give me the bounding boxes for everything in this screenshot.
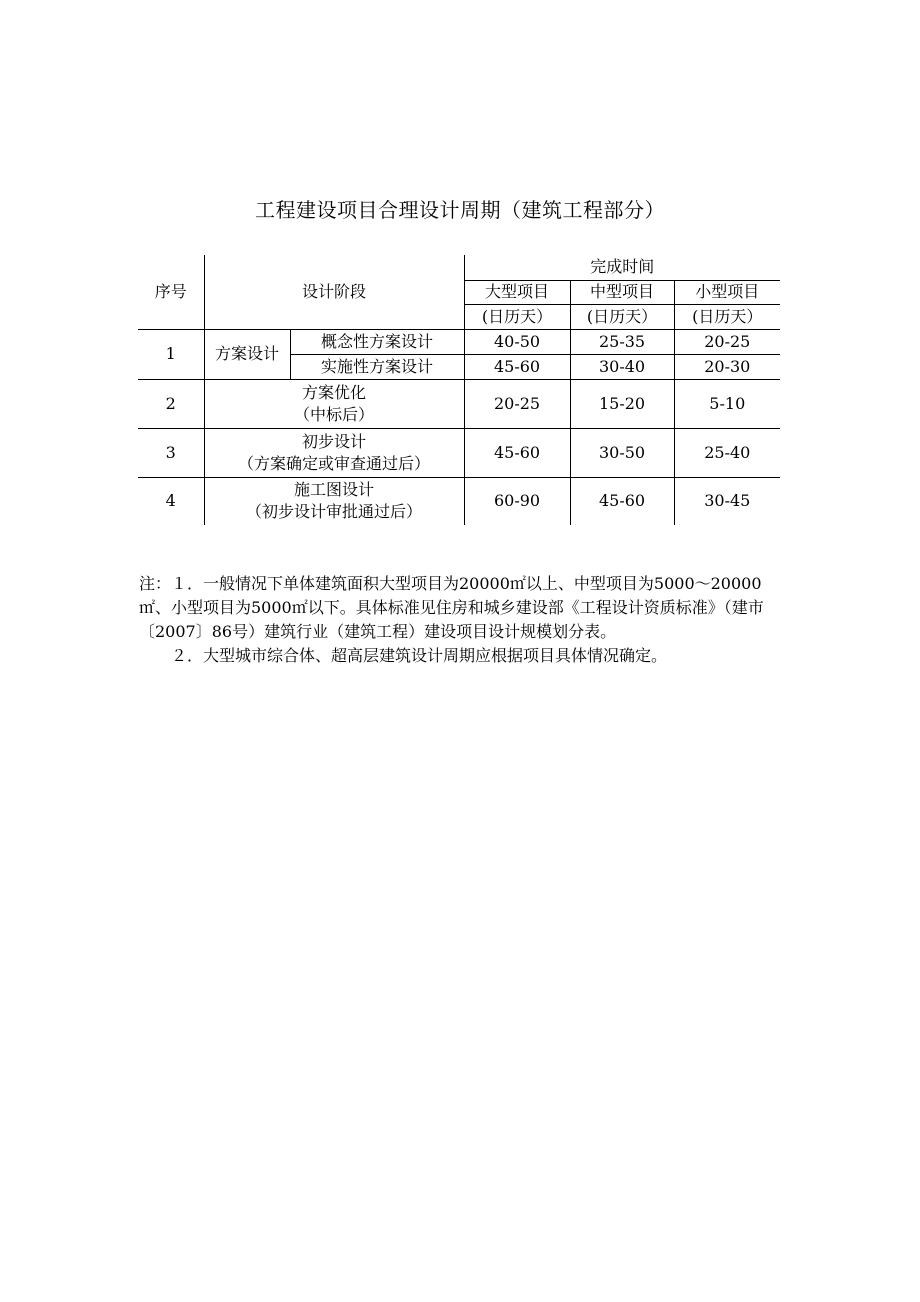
row-phase: [204, 379, 464, 428]
header-large: 大型项目: [464, 280, 570, 304]
row-phase-line2: （方案确定或审查通过后）: [238, 453, 431, 473]
table-row: [138, 477, 780, 525]
note-1: 注：１．一般情况下单体建筑面积大型项目为20000㎡以上、中型项目为5000～20000㎡、小型项目为5000㎡以下。具体标准见住房和城乡建设部《工程设计资质标准》（建市〔2007〕86号）建筑行业（建筑工程）建设项目设计规模划分表。: [139, 574, 764, 641]
table-row: [138, 379, 780, 428]
row-seq: 3: [138, 428, 204, 477]
header-completion-time: 完成时间: [464, 255, 780, 280]
cell-large: 20-25: [464, 379, 570, 428]
cell-medium: 45-60: [570, 477, 674, 525]
row-seq: 2: [138, 379, 204, 428]
row-phase-line1: 方案优化: [302, 382, 367, 402]
row-phase-line1: 施工图设计: [294, 480, 375, 500]
header-medium-unit: (日历天）: [570, 304, 674, 329]
row-phase: 方案设计: [204, 329, 290, 379]
cell-small: 20-25: [674, 329, 780, 354]
header-small-unit: (日历天）: [674, 304, 780, 329]
cell-large: 40-50: [464, 329, 570, 354]
document-title: 工程建设项目合理设计周期（建筑工程部分）: [255, 198, 665, 222]
cell-medium: 15-20: [570, 379, 674, 428]
row-subphase: 概念性方案设计: [290, 329, 464, 354]
row-phase: [204, 477, 464, 525]
row-subphase: 实施性方案设计: [290, 354, 464, 379]
row-seq: 1: [138, 329, 204, 379]
table-row: [138, 329, 780, 354]
cell-small: 20-30: [674, 354, 780, 379]
header-small: 小型项目: [674, 280, 780, 304]
row-phase-line2: （初步设计审批通过后）: [246, 502, 423, 522]
cell-large: 45-60: [464, 354, 570, 379]
row-phase-line2: （中标后）: [294, 404, 375, 424]
row-phase-line1: 初步设计: [302, 431, 367, 451]
header-large-unit: (日历天）: [464, 304, 570, 329]
header-phase: 设计阶段: [204, 255, 464, 329]
cell-small: 5-10: [674, 379, 780, 428]
notes-section: [139, 572, 784, 668]
cell-large: 60-90: [464, 477, 570, 525]
cell-large: 45-60: [464, 428, 570, 477]
row-phase: [204, 428, 464, 477]
cell-medium: 25-35: [570, 329, 674, 354]
header-seq: 序号: [138, 255, 204, 329]
design-cycle-table: [138, 255, 780, 525]
row-seq: 4: [138, 477, 204, 525]
note-2: ２．大型城市综合体、超高层建筑设计周期应根据项目具体情况确定。: [171, 646, 668, 665]
table-row: [138, 428, 780, 477]
header-medium: 中型项目: [570, 280, 674, 304]
cell-medium: 30-40: [570, 354, 674, 379]
cell-medium: 30-50: [570, 428, 674, 477]
cell-small: 30-45: [674, 477, 780, 525]
cell-small: 25-40: [674, 428, 780, 477]
